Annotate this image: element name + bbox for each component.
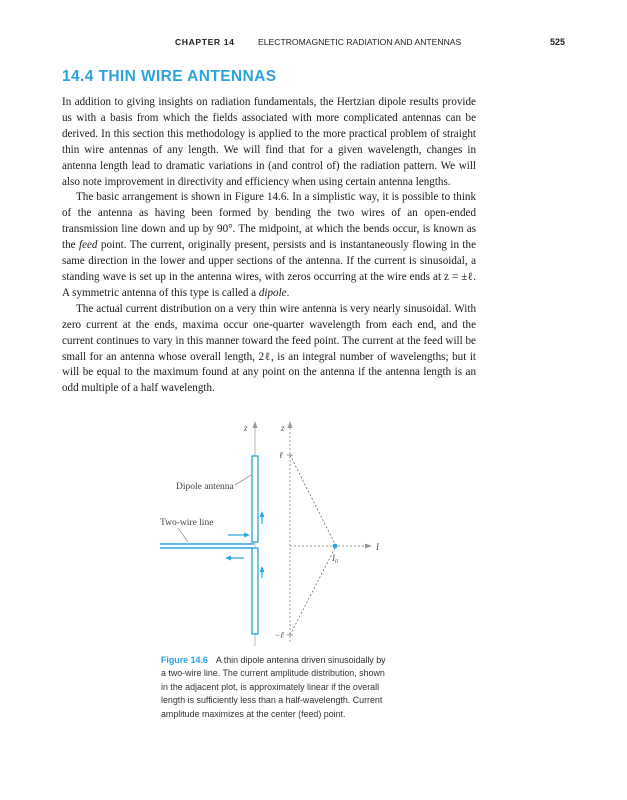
current-distribution-lower	[290, 548, 335, 635]
lower-arm-current-arrowhead	[260, 566, 265, 572]
z-axis-right-label: z	[281, 423, 285, 433]
current-axis-label: I	[376, 542, 379, 552]
paragraph-1: In addition to giving insights on radiation fundamentals, the Hertzian dipole results provide us with a basis from which the fields associated with more complicated antennas can be derived. In this section this methodology is applied to the more practical problem of straight thin wire antennas of any length. We will find that for a given wavelength, changes in antenna length lead to dramatic variations in (and control of) the radiation pattern. We will also note improvement in directivity and efficiency when using certain antenna lengths.	[62, 96, 476, 188]
figure-caption-text: A thin dipole antenna driven sinusoidally by a two-wire line. The current amplitude distribution, shown in the adjacent plot, is approximately linear if the overall length is sufficiently less than a half-wavelength. Current amplitude maximizes at the center (feed) point.	[161, 655, 386, 719]
paragraph-3: The actual current distribution on a very thin wire antenna is very nearly sinusoidal. With zero current at the ends, maxima occur one-quarter wavelength from each end, and the current continues to vary in this manner toward the feed point. The current at the feed will be small for an antenna whose overall length, 2ℓ, is an integral number of wavelengths; but it will be equal to the maximum found at any point on the antenna if the antenna length is an odd multiple of a half wavelength.	[62, 302, 476, 395]
feed-current-symbol: I	[332, 553, 335, 563]
dipole-antenna-label: Dipole antenna	[176, 482, 234, 492]
paragraph-2-part-b: point. The current, originally present, persists and is instantaneously flowing in the same direction in the lower and upper sections of the antenna. If the current is sinusoidal, a standing wave is set up in the antenna wires, with zeros occurring at the wire ends at z = ±ℓ. A symmetric antenna of this type is called a	[62, 239, 476, 299]
feed-point-marker	[333, 544, 338, 549]
lower-wire-current-arrowhead	[225, 556, 231, 561]
paragraph-2	[62, 190, 476, 301]
section-title: 14.4 THIN WIRE ANTENNAS	[62, 68, 277, 85]
upper-arm-current-arrowhead	[260, 511, 265, 517]
bottom-length-mark: −ℓ	[274, 630, 284, 640]
figure-caption-label: Figure 14.6	[161, 655, 208, 665]
figure-14-6	[150, 418, 430, 650]
current-distribution-upper	[290, 455, 335, 544]
two-wire-label-leader	[178, 528, 188, 542]
paragraph-2-part-a: The basic arrangement is shown in Figure 14.6. In a simplistic way, it is possible to think of the antenna as having been formed by bending the two wires of an open-ended transmission line down and up by 90°. The midpoint, at which the bends occur, is known as the	[62, 191, 476, 252]
feed-current-label	[331, 553, 338, 565]
z-axis-right-arrow	[288, 421, 293, 428]
dipole-diagram	[150, 418, 430, 650]
current-axis-arrow	[365, 544, 372, 549]
z-axis-left-label: z	[244, 423, 248, 433]
page-number: 525	[549, 37, 565, 47]
upper-antenna-arm	[252, 456, 258, 542]
z-axis-left-arrow	[253, 421, 258, 428]
term-dipole: dipole	[258, 286, 287, 299]
two-wire-line-label: Two-wire line	[160, 518, 214, 528]
figure-caption	[161, 654, 391, 721]
lower-antenna-arm	[252, 548, 258, 634]
top-length-mark: ℓ	[279, 450, 283, 460]
feed-current-subscript: 0	[335, 559, 338, 565]
chapter-title: ELECTROMAGNETIC RADIATION AND ANTENNAS	[258, 37, 462, 47]
running-head	[0, 37, 627, 51]
upper-wire-current-arrowhead	[244, 533, 250, 538]
chapter-label: CHAPTER 14	[175, 37, 235, 47]
body-text	[62, 95, 476, 397]
term-feed: feed	[79, 239, 98, 252]
dipole-label-leader	[235, 475, 251, 485]
paragraph-2-part-c: .	[286, 286, 290, 299]
